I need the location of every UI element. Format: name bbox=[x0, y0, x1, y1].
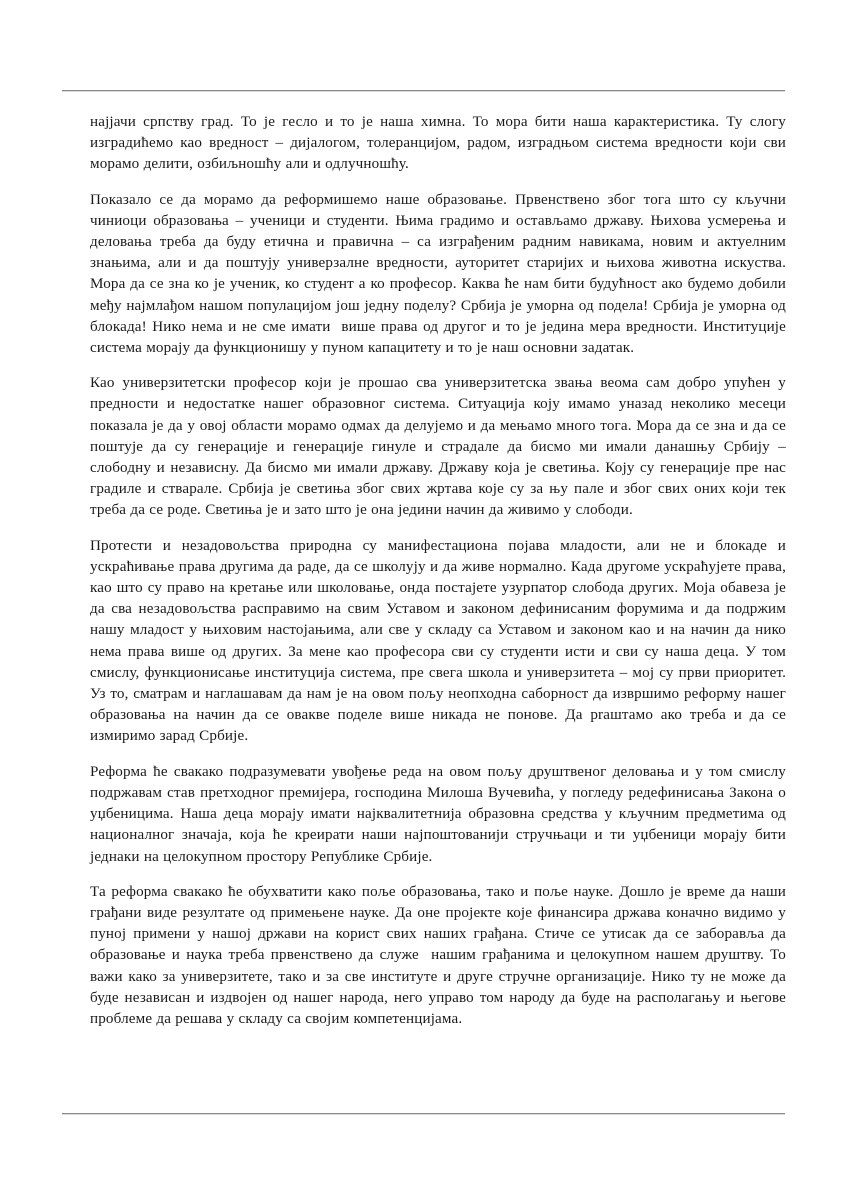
paragraph-1: најјачи српству град. То је гесло и то је наша химна. То мора бити наша карактеристика. Ту слогу изградићемо као вредност – дијалогом, толеранцијом, радом, изградњом система вредности који сви морамо делити, озбиљношћу али и одлучношћу. bbox=[90, 114, 791, 173]
document-body bbox=[90, 112, 791, 1030]
paragraph-5: Реформа ће свакако подразумевати увођење реда на овом пољу друштвеног деловања и у том смислу подржавам став претходног премијера, господина Милоша Вучевића, у погледу редефинисања Закона о уџбеницима. Наша деца морају имати најквалитетнија образовна средства у кључним предметима од националног значаја, која ће креирати наши најпоштованији стручњаци и ти уџбеници морају бити једнаки на целокупном простору Републике Србије. bbox=[90, 763, 791, 865]
paragraph-4: Протести и незадовољства природна су манифестациона појава младости, али не и блокаде и ускраћивање права другима да раде, да се школују и да живе нормално. Када другоме ускраћујете права, као што су право на кретање или школовање, онда постајете узурпатор слобода других. Моја обавеза је да сва незадовољства расправимо на свим Уставом и законом дефинисаним форумима и да подржим нашу младост у њиховим настојањима, али све у складу са Уставом и законом као и на начин да нико нема права више од других. За мене као професора сви су студенти исти и сви су наша деца. У том смислу, функционисање институција система, пре свега школа и универзитета – мој су први приоритет. Уз то, сматрам и наглашавам да нам је на овом пољу неопходна саборност да извршимо реформу нашег образовања на начин да се овакве поделе више никада не понове. Да praштамо ако треба и да се измиримо зарад Србије. bbox=[90, 537, 791, 745]
footer-divider bbox=[62, 1113, 785, 1114]
paragraph-3: Као универзитетски професор који је прошао сва универзитетска звања веома сам добро упућен у предности и недостатке нашег образовног система. Ситуација коју имамо уназад неколико месеци показала је да у овој области морамо одмах да делујемо и да мењамо много тога. Мора да се зна и да се поштује да су генерације и генерације гинуле и страдале да бисмо ми имали данашњу Србију – слободну и независну. Да бисмо ми имали државу. Државу која је светиња. Коју су генерације пре нас градиле и стварале. Србија је светиња због свих жртава које су за њу пале и због свих оних који тек треба да се роде. Светиња је и зато што је она једини начин да живимо у слободи. bbox=[90, 375, 791, 519]
paragraph-6: Та реформа свакако ће обухватити како поље образовања, тако и поље науке. Дошло је време да наши грађани виде резултате од примењене науке. Да оне пројекте које финансира држава коначно видимо у пуној примени у нашој држави на корист свих наших грађана. Стиче се утисак да се заборавља да образовање и наука треба првенствено да служе нашим грађанима и целокупном нашем друштву. То важи како за универзитете, тако и за све институте и друге стручне организације. Нико ту не може да буде независан и издвојен од нашег народа, него управо том народу да буде на располагању и његове проблеме да решава у складу са својим компетенцијама. bbox=[90, 883, 791, 1027]
paragraph-2: Показало се да морамо да реформишемо наше образовање. Првенствено због тога што су кључни чиниоци образовања – ученици и студенти. Њима градимо и остављамо државу. Њихова усмерења и деловања треба да буду етична и правична – са изграђеним радним навикама, новим и актуелним знањима, али и да поштују универзалне вредности, ауторитет старијих и њихова животна искуства. Мора да се зна ко је ученик, ко студент а ко професор. Каква ће нам бити будућност ако будемо добили међу најмлађом нашом популацијом још једну поделу? Србија је уморна од подела! Србија је уморна од блокада! Нико нема и не сме имати више права од другог и то је једина мера вредности. Институције система морају да функционишу у пуном капацитету и то је наш основни задатак. bbox=[90, 191, 791, 357]
header-divider bbox=[62, 90, 785, 91]
